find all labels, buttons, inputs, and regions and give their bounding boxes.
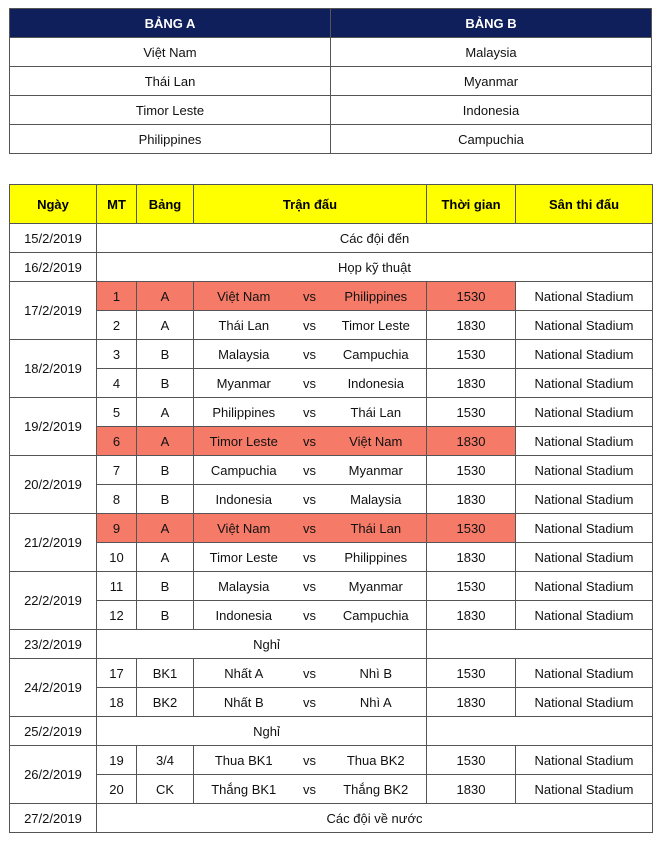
match-venue: National Stadium [516,543,653,572]
note-date: 27/2/2019 [10,804,97,833]
group-a-team: Timor Leste [10,96,331,125]
match-time: 1830 [427,311,516,340]
time-header: Thời gian [427,185,516,224]
match-time: 1830 [427,775,516,804]
match-group: BK1 [137,659,194,688]
match-venue: National Stadium [516,398,653,427]
match-row [10,311,653,340]
match-number: 8 [97,485,137,514]
match-number: 17 [97,659,137,688]
match-group: CK [137,775,194,804]
groups-table [9,8,652,154]
match-venue: National Stadium [516,659,653,688]
home-team: Timor Leste [194,427,294,456]
match-number: 5 [97,398,137,427]
match-row [10,601,653,630]
rest-label: Nghỉ [97,630,427,659]
day-note: Các đội về nước [97,804,653,833]
home-team: Myanmar [194,369,294,398]
group-b-team: Myanmar [331,67,652,96]
match-number: 18 [97,688,137,717]
group-a-team: Philippines [10,125,331,154]
group-a-team: Việt Nam [10,38,331,67]
match-group: A [137,543,194,572]
match-number: 2 [97,311,137,340]
away-team: Indonesia [326,369,427,398]
match-group: A [137,514,194,543]
match-row [10,543,653,572]
vs-label: vs [294,746,326,775]
home-team: Campuchia [194,456,294,485]
home-team: Nhất A [194,659,294,688]
match-number: 11 [97,572,137,601]
vs-label: vs [294,514,326,543]
match-date: 24/2/2019 [10,659,97,717]
day-note: Các đội đến [97,224,653,253]
vs-label: vs [294,398,326,427]
away-team: Malaysia [326,485,427,514]
match-number: 20 [97,775,137,804]
rest-date: 23/2/2019 [10,630,97,659]
vs-label: vs [294,311,326,340]
match-time: 1830 [427,427,516,456]
away-team: Thua BK2 [326,746,427,775]
home-team: Thái Lan [194,311,294,340]
away-team: Nhì A [326,688,427,717]
date-header: Ngày [10,185,97,224]
away-team: Thái Lan [326,398,427,427]
match-row [10,659,653,688]
match-venue: National Stadium [516,572,653,601]
home-team: Thắng BK1 [194,775,294,804]
match-group: A [137,398,194,427]
match-date: 20/2/2019 [10,456,97,514]
vs-label: vs [294,340,326,369]
match-venue: National Stadium [516,311,653,340]
home-team: Timor Leste [194,543,294,572]
away-team: Thắng BK2 [326,775,427,804]
match-venue: National Stadium [516,775,653,804]
away-team: Myanmar [326,572,427,601]
group-b-team: Campuchia [331,125,652,154]
match-row [10,369,653,398]
match-row [10,775,653,804]
home-team: Philippines [194,398,294,427]
match-row [10,746,653,775]
away-team: Myanmar [326,456,427,485]
match-number: 3 [97,340,137,369]
match-time: 1530 [427,572,516,601]
match-group: B [137,456,194,485]
match-number: 12 [97,601,137,630]
groups-body [10,38,652,154]
match-venue: National Stadium [516,427,653,456]
vs-label: vs [294,485,326,514]
match-date: 18/2/2019 [10,340,97,398]
match-time: 1530 [427,398,516,427]
group-a-header: BẢNG A [10,9,331,38]
group-b-team: Malaysia [331,38,652,67]
vs-label: vs [294,456,326,485]
match-number: 6 [97,427,137,456]
home-team: Indonesia [194,601,294,630]
match-venue: National Stadium [516,485,653,514]
match-group: B [137,601,194,630]
groups-header-row [10,9,652,38]
venue-header: Sân thi đấu [516,185,653,224]
match-time: 1530 [427,456,516,485]
match-time: 1830 [427,601,516,630]
match-time: 1830 [427,688,516,717]
vs-label: vs [294,601,326,630]
vs-label: vs [294,688,326,717]
groups-row [10,125,652,154]
match-number: 7 [97,456,137,485]
match-row [10,572,653,601]
match-time: 1530 [427,282,516,311]
home-team: Malaysia [194,572,294,601]
note-date: 15/2/2019 [10,224,97,253]
home-team: Thua BK1 [194,746,294,775]
away-team: Philippines [326,282,427,311]
match-time: 1530 [427,746,516,775]
match-group: BK2 [137,688,194,717]
away-team: Việt Nam [326,427,427,456]
match-row [10,427,653,456]
match-date: 17/2/2019 [10,282,97,340]
match-row [10,340,653,369]
match-time: 1530 [427,659,516,688]
groups-row [10,67,652,96]
match-venue: National Stadium [516,369,653,398]
vs-label: vs [294,775,326,804]
home-team: Malaysia [194,340,294,369]
away-team: Campuchia [326,340,427,369]
rest-date: 25/2/2019 [10,717,97,746]
note-date: 16/2/2019 [10,253,97,282]
schedule-table [9,184,653,833]
note-row [10,804,653,833]
match-time: 1830 [427,369,516,398]
rest-label: Nghỉ [97,717,427,746]
vs-label: vs [294,543,326,572]
match-row [10,514,653,543]
match-group: A [137,311,194,340]
note-row [10,253,653,282]
match-row [10,688,653,717]
match-venue: National Stadium [516,340,653,369]
match-date: 26/2/2019 [10,746,97,804]
match-row [10,485,653,514]
vs-label: vs [294,369,326,398]
group-header: Bảng [137,185,194,224]
rest-row [10,717,653,746]
groups-row [10,38,652,67]
match-group: B [137,369,194,398]
match-time: 1830 [427,543,516,572]
rest-empty [427,717,653,746]
away-team: Philippines [326,543,427,572]
match-time: 1530 [427,340,516,369]
match-group: A [137,427,194,456]
match-venue: National Stadium [516,456,653,485]
match-group: B [137,485,194,514]
vs-label: vs [294,659,326,688]
schedule-header-row [10,185,653,224]
match-row [10,282,653,311]
match-row [10,398,653,427]
group-b-header: BẢNG B [331,9,652,38]
away-team: Campuchia [326,601,427,630]
match-number: 9 [97,514,137,543]
match-venue: National Stadium [516,514,653,543]
note-row [10,224,653,253]
day-note: Họp kỹ thuật [97,253,653,282]
rest-empty [427,630,653,659]
groups-row [10,96,652,125]
match-number: 1 [97,282,137,311]
match-venue: National Stadium [516,601,653,630]
home-team: Việt Nam [194,514,294,543]
match-no-header: MT [97,185,137,224]
match-group: A [137,282,194,311]
vs-label: vs [294,282,326,311]
away-team: Thái Lan [326,514,427,543]
match-row [10,456,653,485]
match-date: 21/2/2019 [10,514,97,572]
match-venue: National Stadium [516,282,653,311]
match-number: 4 [97,369,137,398]
match-time: 1830 [427,485,516,514]
match-date: 19/2/2019 [10,398,97,456]
away-team: Nhì B [326,659,427,688]
match-group: B [137,340,194,369]
match-number: 10 [97,543,137,572]
home-team: Việt Nam [194,282,294,311]
match-number: 19 [97,746,137,775]
schedule-body [10,224,653,833]
group-b-team: Indonesia [331,96,652,125]
home-team: Nhất B [194,688,294,717]
match-group: B [137,572,194,601]
match-header: Trận đấu [194,185,427,224]
match-group: 3/4 [137,746,194,775]
match-venue: National Stadium [516,746,653,775]
vs-label: vs [294,572,326,601]
home-team: Indonesia [194,485,294,514]
group-a-team: Thái Lan [10,67,331,96]
match-date: 22/2/2019 [10,572,97,630]
match-time: 1530 [427,514,516,543]
match-venue: National Stadium [516,688,653,717]
rest-row [10,630,653,659]
away-team: Timor Leste [326,311,427,340]
vs-label: vs [294,427,326,456]
